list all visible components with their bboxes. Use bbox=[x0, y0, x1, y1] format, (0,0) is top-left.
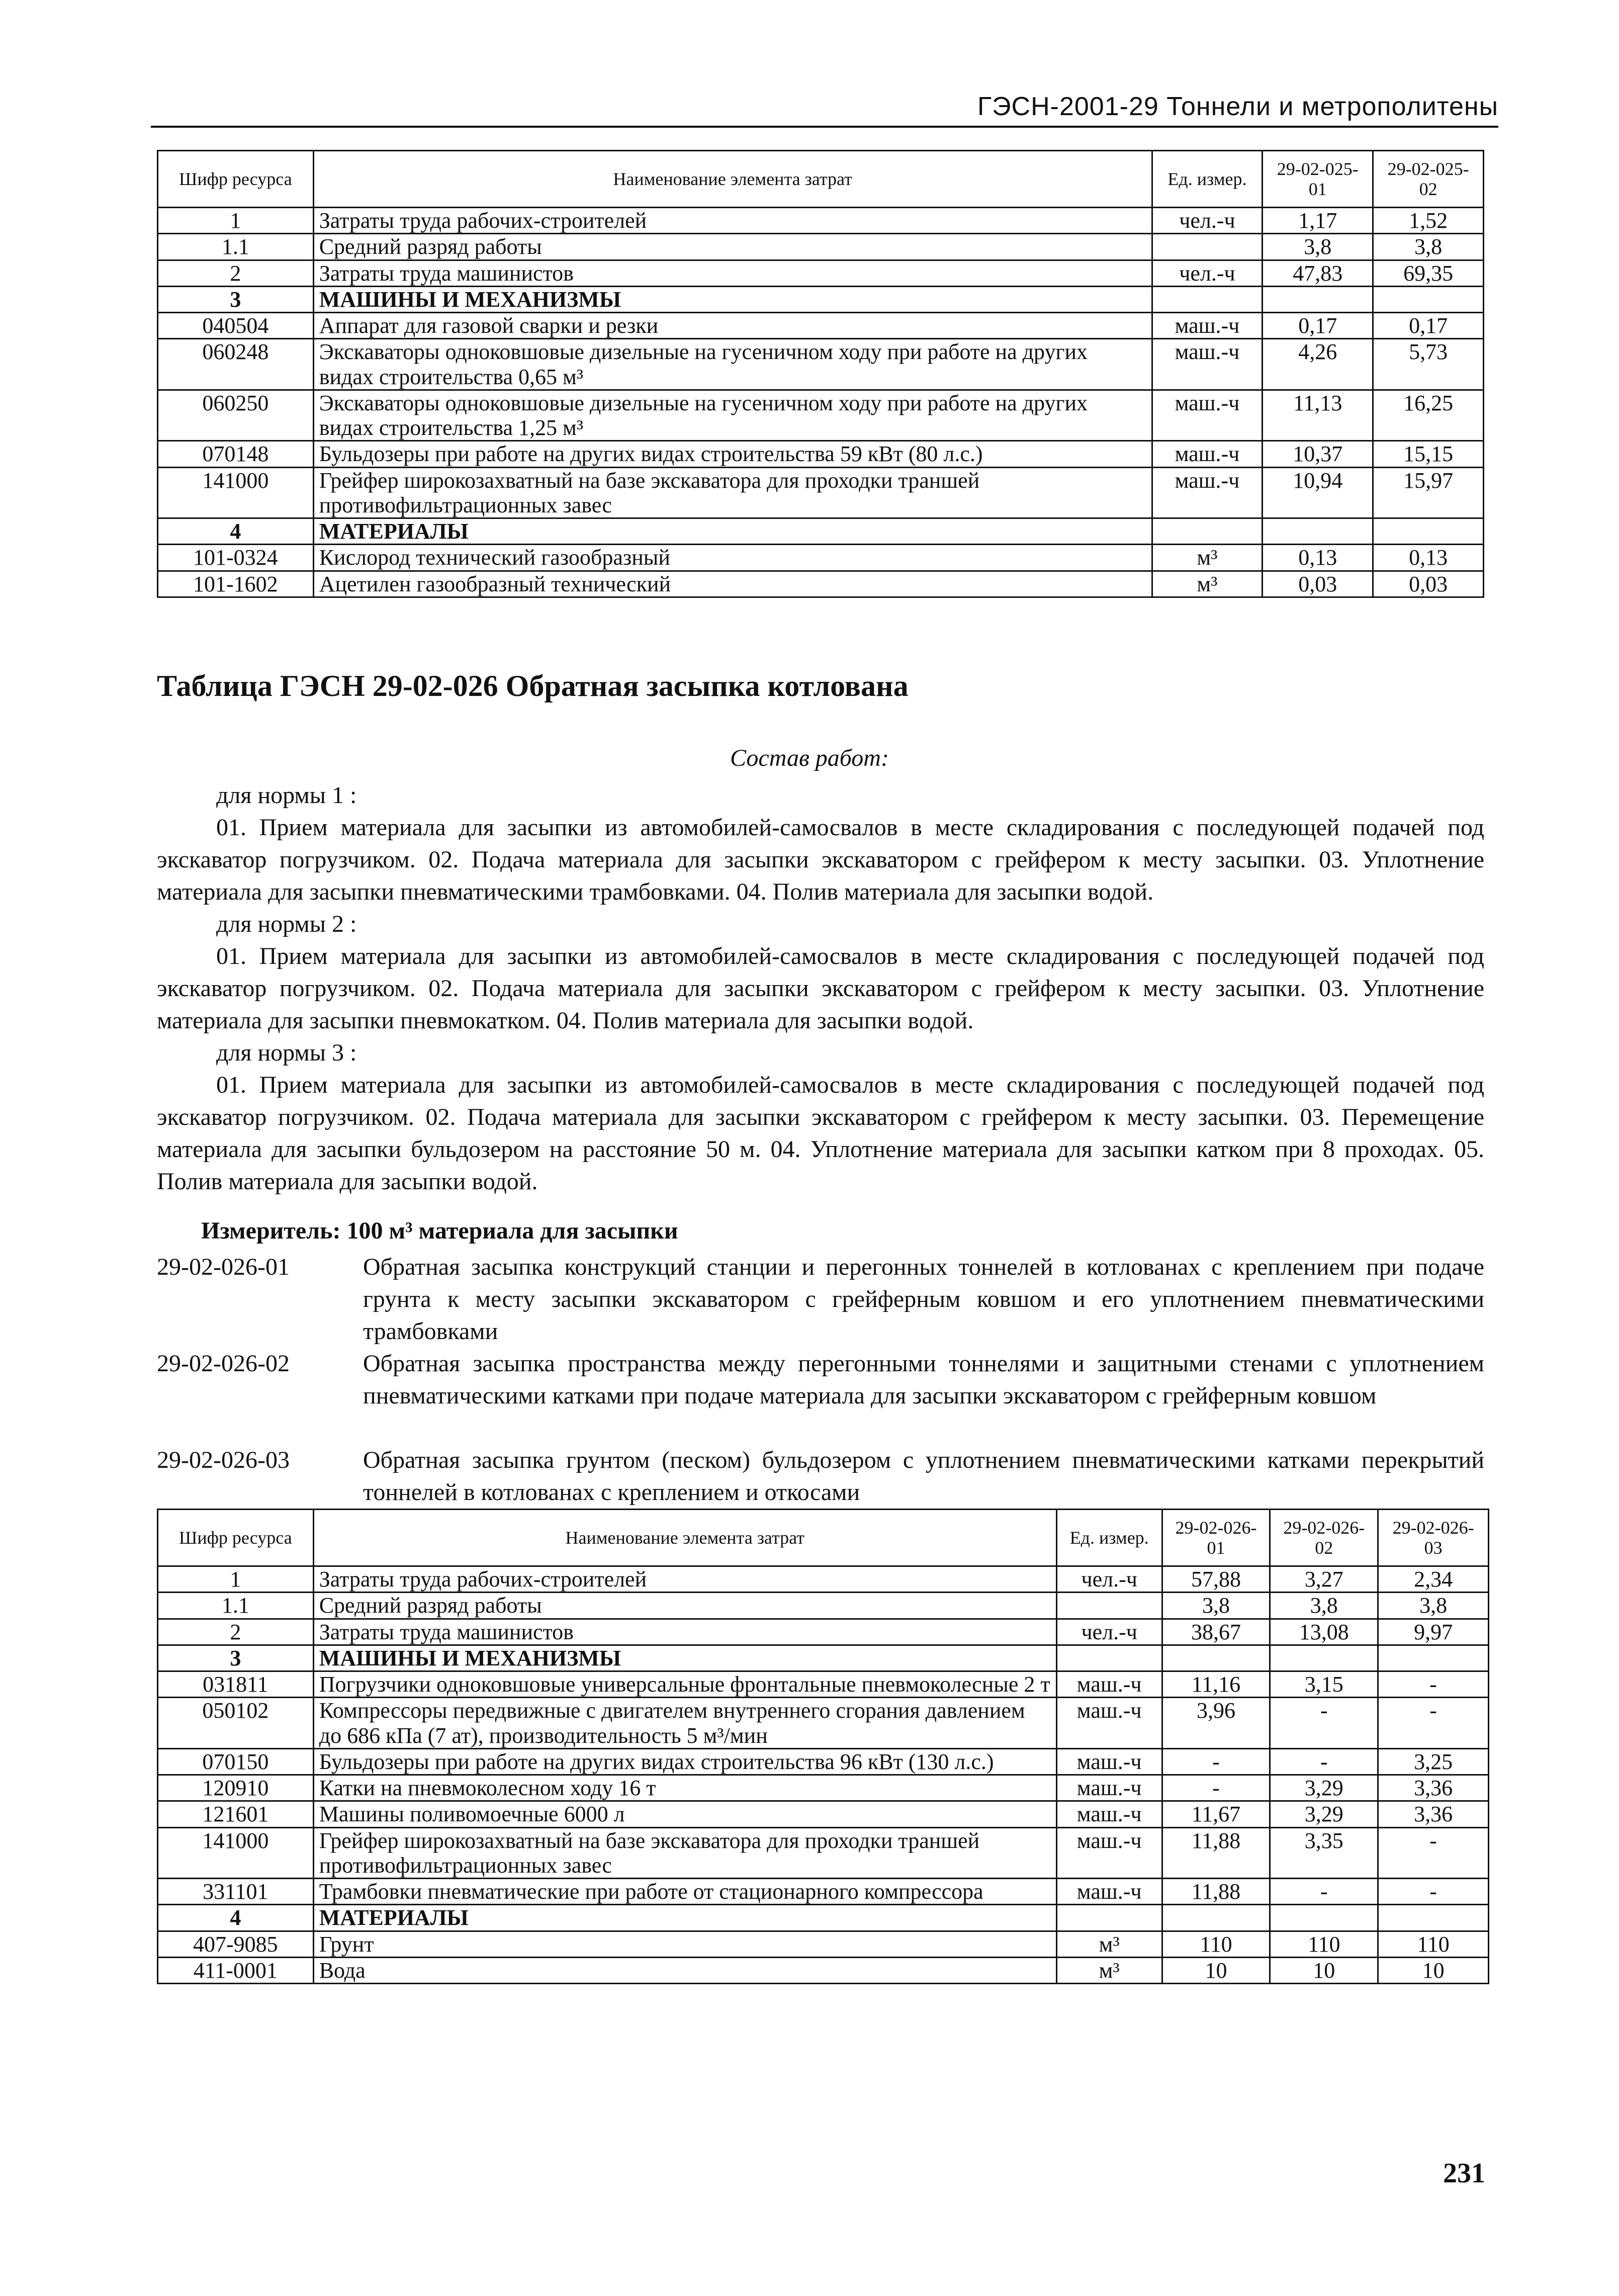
norm-value-3: 9,97 bbox=[1378, 1619, 1489, 1645]
norm-value-2: 3,27 bbox=[1270, 1566, 1378, 1593]
resource-code: 070148 bbox=[158, 441, 314, 467]
table-row bbox=[158, 390, 1484, 441]
resource-name: Катки на пневмоколесном ходу 16 т bbox=[313, 1775, 1056, 1801]
norm-3-label: для нормы 3 : bbox=[216, 1039, 357, 1066]
resource-code: 031811 bbox=[158, 1671, 314, 1698]
unit bbox=[1152, 234, 1263, 260]
norm-value-3: - bbox=[1378, 1827, 1489, 1879]
norm-value-2: 10 bbox=[1270, 1957, 1378, 1983]
resource-code: 141000 bbox=[158, 1827, 314, 1879]
header-norm-1: 29-02-025-01 bbox=[1263, 151, 1373, 208]
unit: м³ bbox=[1056, 1931, 1162, 1957]
norm-value-3 bbox=[1378, 1905, 1489, 1931]
header-norm-2: 29-02-026-02 bbox=[1270, 1510, 1378, 1566]
resource-name: Экскаваторы одноковшовые дизельные на гусеничном ходу при работе на других видах строительства 1,25 м³ bbox=[313, 390, 1152, 441]
resource-code: 2 bbox=[158, 260, 314, 286]
unit: маш.-ч bbox=[1056, 1748, 1162, 1775]
unit: чел.-ч bbox=[1056, 1566, 1162, 1593]
table-row bbox=[158, 1645, 1489, 1671]
unit: маш.-ч bbox=[1056, 1801, 1162, 1827]
resource-table-025 bbox=[157, 150, 1484, 598]
resource-name: Экскаваторы одноковшовые дизельные на гусеничном ходу при работе на других видах строительства 0,65 м³ bbox=[313, 339, 1152, 390]
norm-value-2 bbox=[1373, 518, 1484, 545]
composition-label: Состав работ: bbox=[730, 745, 889, 771]
resource-code: 1.1 bbox=[158, 1593, 314, 1619]
resource-code: 141000 bbox=[158, 467, 314, 518]
table-row bbox=[158, 441, 1484, 467]
resource-code: 3 bbox=[158, 286, 314, 312]
table-row bbox=[158, 313, 1484, 339]
norm-value-3: 3,36 bbox=[1378, 1801, 1489, 1827]
table-row bbox=[158, 1593, 1489, 1619]
resource-code: 1 bbox=[158, 208, 314, 234]
norm-text: Обратная засыпка пространства между перегонными тоннелями и защитными стенами с уплотнением пневматическими катками при подаче материала для засыпки экскаватором с грейферным ковшом bbox=[363, 1350, 1484, 1409]
resource-code: 1.1 bbox=[158, 234, 314, 260]
unit: маш.-ч bbox=[1152, 441, 1263, 467]
table-body bbox=[158, 208, 1484, 597]
header-name: Наименование элемента затрат bbox=[313, 1510, 1056, 1566]
norm-value-3: 3,25 bbox=[1378, 1748, 1489, 1775]
norm-value-3: - bbox=[1378, 1879, 1489, 1905]
norm-value-1: 10 bbox=[1162, 1957, 1270, 1983]
resource-name: Затраты труда машинистов bbox=[313, 1619, 1056, 1645]
norm-code: 29-02-026-03 bbox=[157, 1447, 290, 1473]
resource-name: МАТЕРИАЛЫ bbox=[313, 518, 1152, 545]
header-code: Шифр ресурса bbox=[158, 151, 314, 208]
norm-value-1 bbox=[1263, 518, 1373, 545]
resource-code: 060250 bbox=[158, 390, 314, 441]
header-name: Наименование элемента затрат bbox=[313, 151, 1152, 208]
unit bbox=[1056, 1645, 1162, 1671]
resource-name: Бульдозеры при работе на других видах строительства 59 кВт (80 л.с.) bbox=[313, 441, 1152, 467]
norm-value-1: 47,83 bbox=[1263, 260, 1373, 286]
table-row bbox=[158, 1957, 1489, 1983]
norm-value-1: 3,8 bbox=[1263, 234, 1373, 260]
norm-value-1: 11,16 bbox=[1162, 1671, 1270, 1698]
norm-value-2: 16,25 bbox=[1373, 390, 1484, 441]
norm-value-1: 3,96 bbox=[1162, 1698, 1270, 1749]
table-row bbox=[158, 339, 1484, 390]
resource-name: Ацетилен газообразный технический bbox=[313, 571, 1152, 597]
resource-code: 120910 bbox=[158, 1775, 314, 1801]
table-header-row bbox=[158, 151, 1484, 208]
header-norm-3: 29-02-026-03 bbox=[1378, 1510, 1489, 1566]
resource-name: МАШИНЫ И МЕХАНИЗМЫ bbox=[313, 1645, 1056, 1671]
unit bbox=[1152, 286, 1263, 312]
norm-value-2: 3,29 bbox=[1270, 1775, 1378, 1801]
unit: маш.-ч bbox=[1056, 1671, 1162, 1698]
table-body bbox=[158, 1566, 1489, 1984]
norm-value-1: 0,13 bbox=[1263, 545, 1373, 571]
table-header-row bbox=[158, 1510, 1489, 1566]
resource-name: МАТЕРИАЛЫ bbox=[313, 1905, 1056, 1931]
resource-name: Погрузчики одноковшовые универсальные фронтальные пневмоколесные 2 т bbox=[313, 1671, 1056, 1698]
page-number: 231 bbox=[1443, 2158, 1485, 2189]
resource-code: 4 bbox=[158, 1905, 314, 1931]
table-row bbox=[158, 571, 1484, 597]
resource-code: 101-1602 bbox=[158, 571, 314, 597]
unit: маш.-ч bbox=[1056, 1879, 1162, 1905]
resource-code: 060248 bbox=[158, 339, 314, 390]
header-code: Шифр ресурса bbox=[158, 1510, 314, 1566]
norm-value-2: - bbox=[1270, 1698, 1378, 1749]
header-unit: Ед. измер. bbox=[1056, 1510, 1162, 1566]
norm-value-3 bbox=[1378, 1645, 1489, 1671]
table-row bbox=[158, 545, 1484, 571]
resource-code: 050102 bbox=[158, 1698, 314, 1749]
table-row bbox=[158, 1619, 1489, 1645]
norm-text: Обратная засыпка конструкций станции и перегонных тоннелей в котлованах с креплением при подаче грунта к месту засыпки экскаватором с грейферным ковшом и его уплотнением пневматическими трамбовками bbox=[363, 1254, 1484, 1345]
resource-name: Затраты труда машинистов bbox=[313, 260, 1152, 286]
header-rule bbox=[151, 126, 1498, 128]
resource-code: 4 bbox=[158, 518, 314, 545]
unit: маш.-ч bbox=[1152, 313, 1263, 339]
resource-name: Грунт bbox=[313, 1931, 1056, 1957]
norm-code: 29-02-026-02 bbox=[157, 1350, 290, 1377]
norm-value-1: 3,8 bbox=[1162, 1593, 1270, 1619]
unit: маш.-ч bbox=[1056, 1698, 1162, 1749]
unit bbox=[1056, 1905, 1162, 1931]
norm-value-1: 57,88 bbox=[1162, 1566, 1270, 1593]
resource-name: Кислород технический газообразный bbox=[313, 545, 1152, 571]
header-norm-1: 29-02-026-01 bbox=[1162, 1510, 1270, 1566]
norm-value-2: 3,8 bbox=[1270, 1593, 1378, 1619]
norm-value-1: 11,88 bbox=[1162, 1879, 1270, 1905]
header-unit: Ед. измер. bbox=[1152, 151, 1263, 208]
norm-value-3: 3,36 bbox=[1378, 1775, 1489, 1801]
resource-code: 331101 bbox=[158, 1879, 314, 1905]
resource-name: Средний разряд работы bbox=[313, 1593, 1056, 1619]
norm-value-2: 110 bbox=[1270, 1931, 1378, 1957]
norm-value-1: 38,67 bbox=[1162, 1619, 1270, 1645]
norm-value-2: 0,13 bbox=[1373, 545, 1484, 571]
unit bbox=[1152, 518, 1263, 545]
norm-value-3: 110 bbox=[1378, 1931, 1489, 1957]
table-row bbox=[158, 208, 1484, 234]
unit: маш.-ч bbox=[1056, 1827, 1162, 1879]
resource-name: Вода bbox=[313, 1957, 1056, 1983]
norm-value-2: 3,35 bbox=[1270, 1827, 1378, 1879]
norm-value-3: - bbox=[1378, 1671, 1489, 1698]
norm-value-2: 15,97 bbox=[1373, 467, 1484, 518]
resource-code: 3 bbox=[158, 1645, 314, 1671]
unit: чел.-ч bbox=[1152, 208, 1263, 234]
norm-2-text: 01. Прием материала для засыпки из автомобилей-самосвалов в месте складирования с последующей подачей под экскаватор погрузчиком. 02. Подача материала для засыпки экскаватором с грейфером к месту засыпки. 03. Уплотнение материала для засыпки пневмокатком. 04. Полив материала для засыпки водой. bbox=[157, 943, 1484, 1034]
norm-value-2: 5,73 bbox=[1373, 339, 1484, 390]
norm-value-1: 11,67 bbox=[1162, 1801, 1270, 1827]
norm-value-1: 4,26 bbox=[1263, 339, 1373, 390]
norm-value-3: - bbox=[1378, 1698, 1489, 1749]
table-row bbox=[158, 1801, 1489, 1827]
norm-value-2: 3,15 bbox=[1270, 1671, 1378, 1698]
unit bbox=[1056, 1593, 1162, 1619]
norm-value-2 bbox=[1373, 286, 1484, 312]
unit: маш.-ч bbox=[1056, 1775, 1162, 1801]
norm-value-2: 15,15 bbox=[1373, 441, 1484, 467]
norm-value-1 bbox=[1263, 286, 1373, 312]
unit: чел.-ч bbox=[1056, 1619, 1162, 1645]
resource-table-026 bbox=[157, 1509, 1489, 1984]
resource-name: Затраты труда рабочих-строителей bbox=[313, 208, 1152, 234]
resource-name: Машины поливомоечные 6000 л bbox=[313, 1801, 1056, 1827]
resource-code: 121601 bbox=[158, 1801, 314, 1827]
resource-name: Грейфер широкозахватный на базе экскаватора для проходки траншей противофильтрационных завес bbox=[313, 467, 1152, 518]
norm-value-2: 0,17 bbox=[1373, 313, 1484, 339]
running-title: ГЭСН-2001-29 Тоннели и метрополитены bbox=[977, 92, 1498, 121]
unit: м³ bbox=[1152, 571, 1263, 597]
table-row bbox=[158, 1566, 1489, 1593]
unit: маш.-ч bbox=[1152, 390, 1263, 441]
table-row bbox=[158, 260, 1484, 286]
table-row bbox=[158, 1671, 1489, 1698]
resource-name: МАШИНЫ И МЕХАНИЗМЫ bbox=[313, 286, 1152, 312]
table-row bbox=[158, 234, 1484, 260]
table-row bbox=[158, 1748, 1489, 1775]
header-norm-2: 29-02-025-02 bbox=[1373, 151, 1484, 208]
table-row bbox=[158, 1905, 1489, 1931]
unit: чел.-ч bbox=[1152, 260, 1263, 286]
norm-value-1: - bbox=[1162, 1775, 1270, 1801]
resource-name: Грейфер широкозахватный на базе экскаватора для проходки траншей противофильтрационных завес bbox=[313, 1827, 1056, 1879]
norm-value-2: 3,29 bbox=[1270, 1801, 1378, 1827]
norm-value-2: 13,08 bbox=[1270, 1619, 1378, 1645]
norm-value-1: 0,17 bbox=[1263, 313, 1373, 339]
table-row bbox=[158, 1698, 1489, 1749]
unit: маш.-ч bbox=[1152, 467, 1263, 518]
unit: маш.-ч bbox=[1152, 339, 1263, 390]
norm-value-2: 69,35 bbox=[1373, 260, 1484, 286]
resource-name: Компрессоры передвижные с двигателем внутреннего сгорания давлением до 686 кПа (7 ат), производительность 5 м³/мин bbox=[313, 1698, 1056, 1749]
norm-value-2: 0,03 bbox=[1373, 571, 1484, 597]
norm-value-2: 1,52 bbox=[1373, 208, 1484, 234]
resource-code: 407-9085 bbox=[158, 1931, 314, 1957]
table-row bbox=[158, 1879, 1489, 1905]
norm-value-3: 3,8 bbox=[1378, 1593, 1489, 1619]
resource-name: Средний разряд работы bbox=[313, 234, 1152, 260]
norm-value-2: - bbox=[1270, 1879, 1378, 1905]
resource-name: Бульдозеры при работе на других видах строительства 96 кВт (130 л.с.) bbox=[313, 1748, 1056, 1775]
norm-value-1: 0,03 bbox=[1263, 571, 1373, 597]
norm-1-label: для нормы 1 : bbox=[216, 782, 357, 809]
meter-unit: Измеритель: 100 м³ материала для засыпки bbox=[201, 1217, 678, 1244]
table-row bbox=[158, 518, 1484, 545]
norm-value-2 bbox=[1270, 1645, 1378, 1671]
norm-value-1: 11,88 bbox=[1162, 1827, 1270, 1879]
unit: м³ bbox=[1152, 545, 1263, 571]
section-title: Таблица ГЭСН 29-02-026 Обратная засыпка котлована bbox=[157, 669, 909, 702]
norm-value-1 bbox=[1162, 1905, 1270, 1931]
norm-value-1 bbox=[1162, 1645, 1270, 1671]
table-row bbox=[158, 1931, 1489, 1957]
norm-value-1: 10,37 bbox=[1263, 441, 1373, 467]
norm-value-2 bbox=[1270, 1905, 1378, 1931]
table-row bbox=[158, 1827, 1489, 1879]
resource-code: 070150 bbox=[158, 1748, 314, 1775]
norm-value-2: - bbox=[1270, 1748, 1378, 1775]
resource-code: 1 bbox=[158, 1566, 314, 1593]
norm-value-3: 2,34 bbox=[1378, 1566, 1489, 1593]
table-row bbox=[158, 467, 1484, 518]
resource-code: 101-0324 bbox=[158, 545, 314, 571]
norm-code: 29-02-026-01 bbox=[157, 1254, 290, 1280]
norm-value-2: 3,8 bbox=[1373, 234, 1484, 260]
norm-2-label: для нормы 2 : bbox=[216, 911, 357, 937]
norm-value-3: 10 bbox=[1378, 1957, 1489, 1983]
table-row bbox=[158, 1775, 1489, 1801]
norm-3-text: 01. Прием материала для засыпки из автомобилей-самосвалов в месте складирования с последующей подачей под экскаватор погрузчиком. 02. Подача материала для засыпки экскаватором с грейфером к месту засыпки. 03. Перемещение материала для засыпки бульдозером на расстояние 50 м. 04. Уплотнение материала для засыпки катком при 8 проходах. 05. Полив материала для засыпки водой. bbox=[157, 1072, 1484, 1195]
norm-value-1: 110 bbox=[1162, 1931, 1270, 1957]
unit: м³ bbox=[1056, 1957, 1162, 1983]
resource-code: 2 bbox=[158, 1619, 314, 1645]
resource-name: Аппарат для газовой сварки и резки bbox=[313, 313, 1152, 339]
table-row bbox=[158, 286, 1484, 312]
work-composition bbox=[157, 779, 1484, 1198]
norm-text: Обратная засыпка грунтом (песком) бульдозером с уплотнением пневматическими катками перекрытий тоннелей в котлованах с креплением и откосами bbox=[363, 1447, 1484, 1506]
resource-code: 040504 bbox=[158, 313, 314, 339]
norm-value-1: 11,13 bbox=[1263, 390, 1373, 441]
norm-1-text: 01. Прием материала для засыпки из автомобилей-самосвалов в месте складирования с последующей подачей под экскаватор погрузчиком. 02. Подача материала для засыпки экскаватором с грейфером к месту засыпки. 03. Уплотнение материала для засыпки пневматическими трамбовками. 04. Полив материала для засыпки водой. bbox=[157, 814, 1484, 905]
resource-code: 411-0001 bbox=[158, 1957, 314, 1983]
norm-value-1: 10,94 bbox=[1263, 467, 1373, 518]
norm-value-1: 1,17 bbox=[1263, 208, 1373, 234]
resource-name: Трамбовки пневматические при работе от стационарного компрессора bbox=[313, 1879, 1056, 1905]
resource-name: Затраты труда рабочих-строителей bbox=[313, 1566, 1056, 1593]
norm-value-1: - bbox=[1162, 1748, 1270, 1775]
